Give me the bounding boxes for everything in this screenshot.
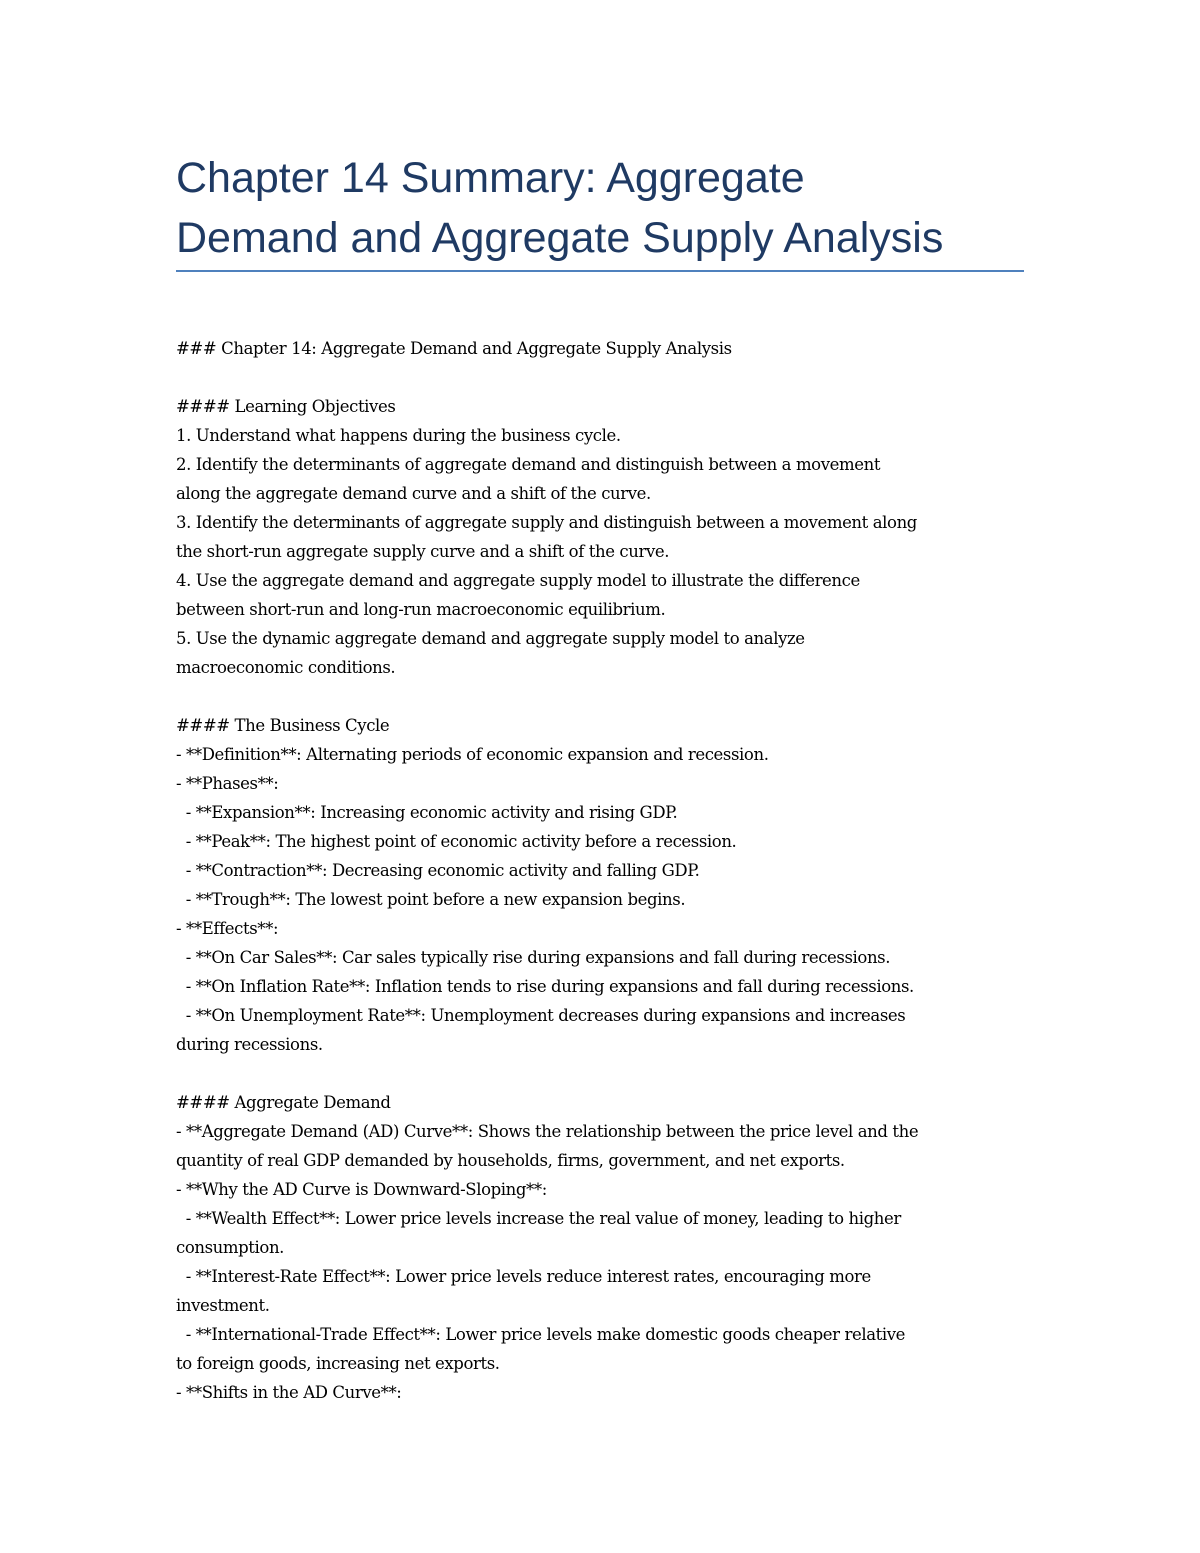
body-line: - **On Car Sales**: Car sales typically rise during expansions and fall during recessions. — [176, 948, 891, 967]
body-line: 3. Identify the determinants of aggregate supply and distinguish between a movement along — [176, 513, 917, 532]
body-line: - **Trough**: The lowest point before a new expansion begins. — [176, 890, 686, 909]
body-line: ### Chapter 14: Aggregate Demand and Aggregate Supply Analysis — [176, 339, 732, 358]
body-line: - **Why the AD Curve is Downward-Sloping**: — [176, 1180, 547, 1199]
body-line: to foreign goods, increasing net exports. — [176, 1354, 500, 1373]
body-line: - **Peak**: The highest point of economic activity before a recession. — [176, 832, 737, 851]
document-title — [176, 148, 1026, 268]
body-line: - **On Unemployment Rate**: Unemployment decreases during expansions and increases — [176, 1006, 906, 1025]
title-line-2: Demand and Aggregate Supply Analysis — [176, 214, 944, 262]
body-line: - **International-Trade Effect**: Lower price levels make domestic goods cheaper relative — [176, 1325, 906, 1344]
body-line: 2. Identify the determinants of aggregate demand and distinguish between a movement — [176, 455, 881, 474]
body-line: #### The Business Cycle — [176, 716, 390, 735]
body-line: - **Aggregate Demand (AD) Curve**: Shows the relationship between the price level and the — [176, 1122, 919, 1141]
body-line: between short-run and long-run macroeconomic equilibrium. — [176, 600, 666, 619]
body-line: - **Contraction**: Decreasing economic activity and falling GDP. — [176, 861, 700, 880]
body-line: - **Shifts in the AD Curve**: — [176, 1383, 402, 1402]
body-line: consumption. — [176, 1238, 285, 1257]
body-line: 5. Use the dynamic aggregate demand and aggregate supply model to analyze — [176, 629, 805, 648]
body-line: 1. Understand what happens during the business cycle. — [176, 426, 621, 445]
body-line: - **Expansion**: Increasing economic activity and rising GDP. — [176, 803, 678, 822]
body-line: investment. — [176, 1296, 270, 1315]
blank-line — [176, 363, 1036, 392]
body-line: - **On Inflation Rate**: Inflation tends to rise during expansions and fall during recessions. — [176, 977, 914, 996]
body-line: quantity of real GDP demanded by households, firms, government, and net exports. — [176, 1151, 845, 1170]
body-line: #### Aggregate Demand — [176, 1093, 391, 1112]
body-line: along the aggregate demand curve and a shift of the curve. — [176, 484, 651, 503]
body-line: macroeconomic conditions. — [176, 658, 396, 677]
body-line: during recessions. — [176, 1035, 323, 1054]
title-line-1: Chapter 14 Summary: Aggregate — [176, 154, 805, 202]
body-line: - **Wealth Effect**: Lower price levels increase the real value of money, leading to higher — [176, 1209, 901, 1228]
body-line: - **Interest-Rate Effect**: Lower price levels reduce interest rates, encouraging more — [176, 1267, 871, 1286]
body-line: - **Effects**: — [176, 919, 279, 938]
body-line: the short-run aggregate supply curve and a shift of the curve. — [176, 542, 670, 561]
body-line: - **Phases**: — [176, 774, 279, 793]
blank-line — [176, 1059, 1036, 1088]
blank-line — [176, 682, 1036, 711]
document-body — [176, 334, 1036, 1407]
body-line: #### Learning Objectives — [176, 397, 396, 416]
body-line: - **Definition**: Alternating periods of economic expansion and recession. — [176, 745, 769, 764]
title-underline-rule — [176, 270, 1024, 272]
body-line: 4. Use the aggregate demand and aggregate supply model to illustrate the difference — [176, 571, 860, 590]
